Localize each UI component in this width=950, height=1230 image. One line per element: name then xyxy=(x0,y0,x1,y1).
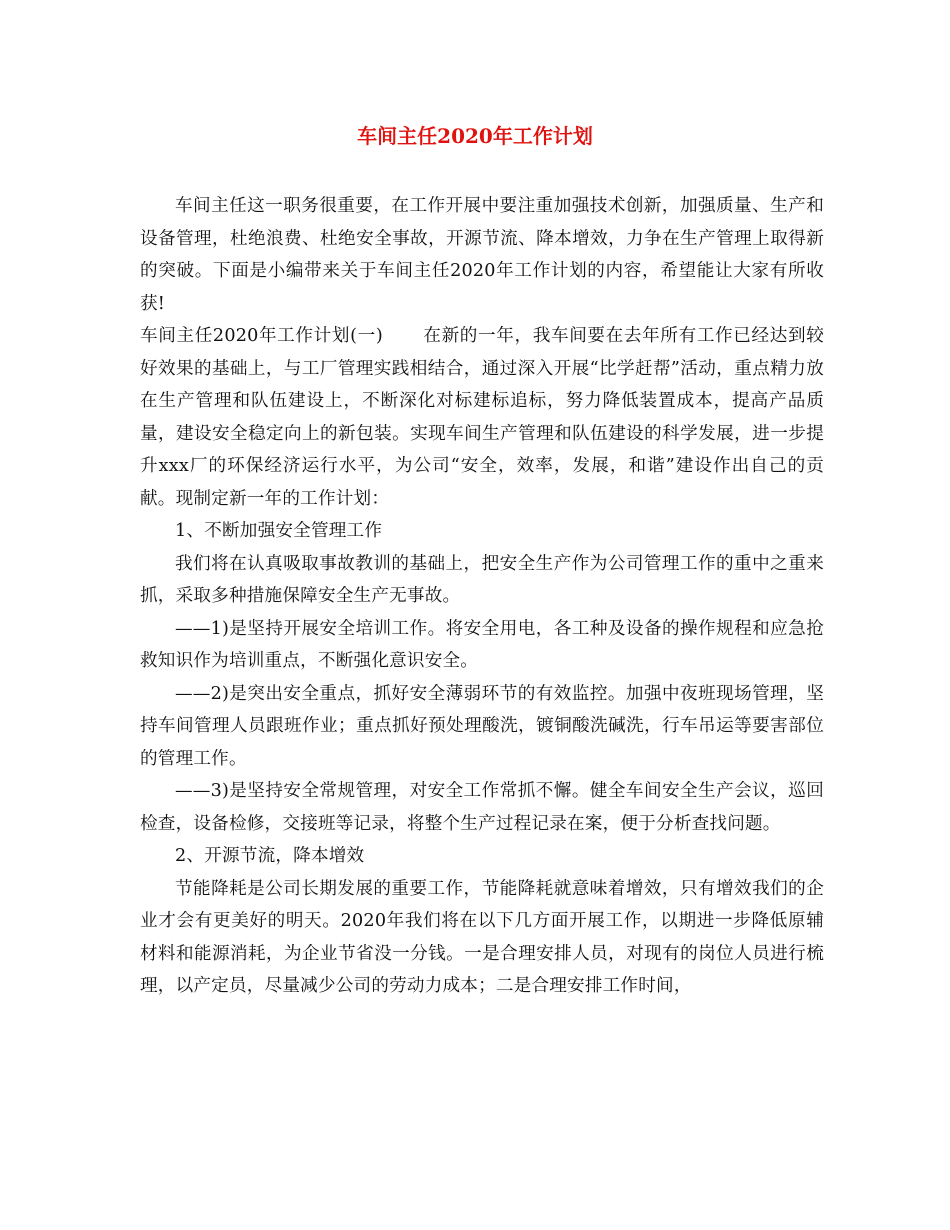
intro-paragraph: 车间主任这一职务很重要，在工作开展中要注重加强技术创新，加强质量、生产和设备管理，杜绝浪费、杜绝安全事故，开源节流、降本增效，力争在生产管理上取得新的突破。下面是小编带来关于车间主任2020年工作计划的内容，希望能让大家有所收获! xyxy=(140,196,824,314)
item1-paragraph: 我们将在认真吸取事故教训的基础上，把安全生产作为公司管理工作的重中之重来抓，采取多种措施保障安全生产无事故。 xyxy=(140,553,824,606)
item1-point-1: ——1)是坚持开展安全培训工作。将安全用电，各工种及设备的操作规程和应急抢救知识作为培训重点，不断强化意识安全。 xyxy=(140,618,824,671)
document-body xyxy=(140,190,824,1003)
item2-heading: 2、开源节流，降本增效 xyxy=(175,846,365,866)
item1-heading: 1、不断加强安全管理工作 xyxy=(175,521,383,541)
item1-point-2: ——2)是突出安全重点，抓好安全薄弱环节的有效监控。加强中夜班现场管理，坚持车间管理人员跟班作业；重点抓好预处理酸洗，镀铜酸洗碱洗，行车吊运等要害部位的管理工作。 xyxy=(140,683,824,769)
item2-paragraph: 节能降耗是公司长期发展的重要工作，节能降耗就意味着增效，只有增效我们的企业才会有更美好的明天。2020年我们将在以下几方面开展工作，以期进一步降低原辅材料和能源消耗，为企业节省没一分钱。一是合理安排人员，对现有的岗位人员进行梳理，以产定员，尽量减少公司的劳动力成本；二是合理安排工作时间， xyxy=(140,878,824,996)
section1-paragraph xyxy=(140,320,824,515)
document-title: 车间主任2020年工作计划 xyxy=(357,124,593,148)
section1-opening: 在新的一年，我车间要在去年所有工作已经达到较好效果的基础上，与工厂管理实践相结合，通过深入开展“比学赶帮”活动，重点精力放在生产管理和队伍建设上，不断深化对标建标追标，努力降低装置成本，提高产品质量，建设安全稳定向上的新包装。实现车间生产管理和队伍建设的科学发展，进一步提升xxx厂的环保经济运行水平，为公司“安全，效率，发展，和谐”建设作出自己的贡献。现制定新一年的工作计划： xyxy=(140,326,824,509)
section1-heading: 车间主任2020年工作计划(一) xyxy=(140,326,383,346)
item1-point-3: ——3)是坚持安全常规管理，对安全工作常抓不懈。健全车间安全生产会议，巡回检查，设备检修，交接班等记录，将整个生产过程记录在案，便于分析查找问题。 xyxy=(140,781,824,834)
